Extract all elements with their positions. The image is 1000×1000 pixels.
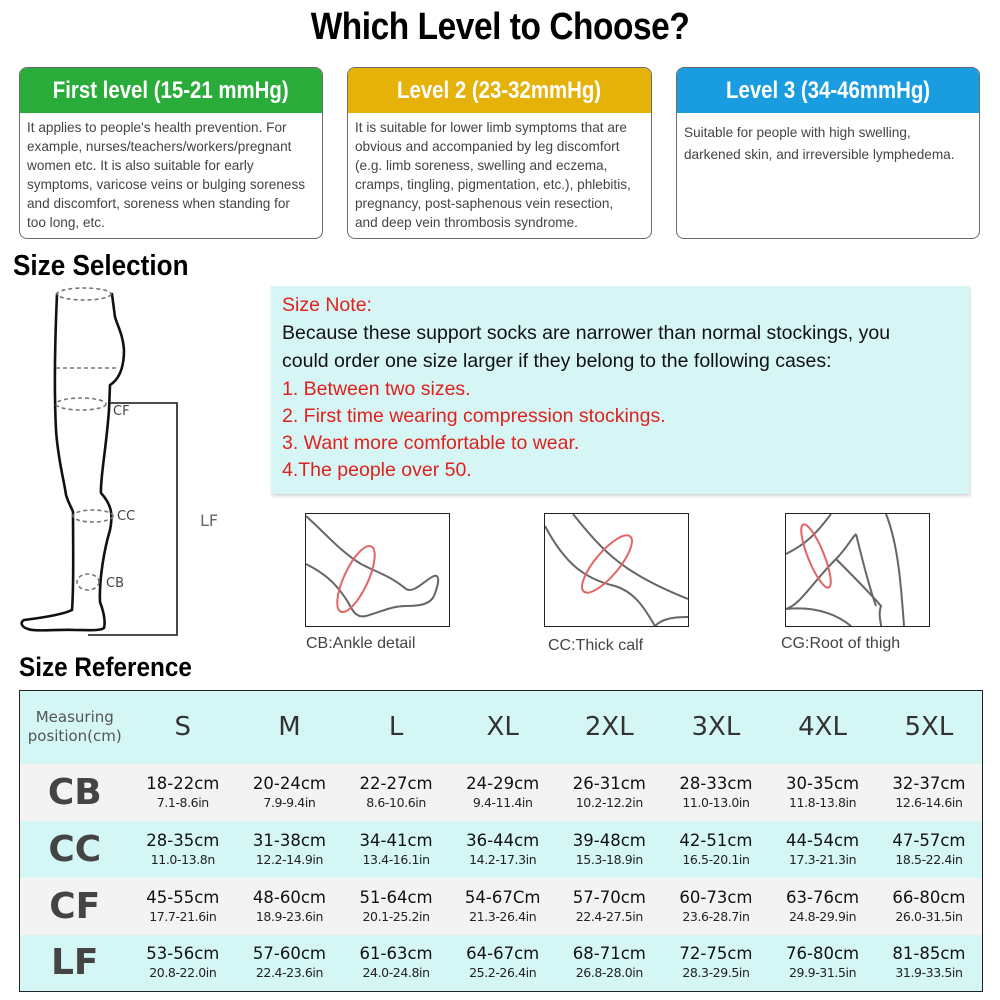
size-header-xl: XL (486, 712, 519, 743)
level-card-1 (19, 67, 323, 239)
table-row-cf (20, 878, 983, 935)
page-title: Which Level to Choose? (310, 6, 690, 48)
cm-value: 48-60cm (252, 887, 326, 907)
calf-illustration-icon (545, 514, 688, 626)
thigh-detail-image (785, 513, 930, 627)
size-header-2xl: 2XL (584, 712, 634, 743)
cm-value: 57-70cm (572, 887, 646, 907)
row-key: CC (48, 828, 102, 870)
cm-value: 63-76cm (786, 887, 860, 907)
table-cell (130, 821, 237, 878)
in-value: 13.4-16.1in (362, 851, 430, 867)
in-value: 23.6-28.7in (682, 908, 750, 924)
cm-value: 26-31cm (572, 773, 646, 793)
header-label-line: Measuring (35, 708, 114, 727)
size-note-intro-1: Because these support socks are narrower than normal stockings, you (282, 322, 891, 344)
level-card-2 (347, 67, 652, 239)
measuring-position-header (20, 691, 130, 764)
cm-value: 30-35cm (786, 773, 860, 793)
table-header-row (20, 691, 983, 764)
size-note-intro-2: could order one size larger if they belong to the following cases: (282, 350, 832, 372)
size-header-5xl: 5XL (904, 712, 954, 743)
in-value: 26.0-31.5in (895, 908, 963, 924)
table-cell (876, 878, 983, 935)
ankle-detail-image (305, 513, 450, 627)
cm-value: 76-80cm (786, 944, 860, 964)
level-2-line: pregnancy, post-saphenous vein resection, (355, 196, 614, 211)
in-value: 18.5-22.4in (895, 851, 963, 867)
level-1-line: and discomfort, soreness when standing for (27, 196, 290, 211)
in-value: 31.9-33.5in (895, 965, 963, 981)
table-row-cb (20, 764, 983, 821)
row-key: CF (49, 885, 101, 927)
in-value: 11.0-13.0in (682, 794, 750, 810)
in-value: 12.6-14.6in (895, 794, 963, 810)
table-cell (130, 764, 237, 821)
size-reference-table (19, 690, 983, 992)
in-value: 22.4-23.6in (255, 965, 324, 981)
cm-value: 47-57cm (892, 830, 966, 850)
cm-value: 72-75cm (679, 944, 753, 964)
level-3-heading-text: Level 3 (34-46mmHg) (725, 76, 931, 104)
cm-value: 42-51cm (679, 830, 753, 850)
level-2-line: and deep vein thrombosis syndrome. (355, 215, 578, 230)
table-cell (556, 935, 663, 992)
level-2-line: cramps, tingling, pigmentation, etc.), phlebitis, (355, 177, 631, 192)
in-value: 10.2-12.2in (575, 794, 643, 810)
in-value: 20.8-22.0in (149, 965, 217, 981)
table-cell (556, 878, 663, 935)
cm-value: 39-48cm (572, 830, 646, 850)
cm-value: 18-22cm (146, 773, 220, 793)
table-cell (449, 821, 556, 878)
size-header-l: L (388, 712, 404, 743)
table-cell (769, 821, 876, 878)
level-1-line: example, nurses/teachers/workers/pregnant (27, 139, 292, 154)
level-2-heading-text: Level 2 (23-32mmHg) (397, 76, 602, 104)
cm-value: 32-37cm (892, 773, 966, 793)
in-value: 24.8-29.9in (788, 908, 857, 924)
level-1-line: women etc. It is also suitable for early (27, 158, 254, 173)
table-cell (663, 935, 770, 992)
thigh-detail-caption: CG:Root of thigh (781, 635, 901, 652)
cm-value: 61-63cm (359, 944, 433, 964)
level-1-description (20, 113, 322, 232)
table-cell (876, 764, 983, 821)
level-2-line: obvious and accompanied by leg discomfort (355, 139, 620, 154)
calf-detail-caption: CC:Thick calf (548, 637, 644, 654)
in-value: 7.9-9.4in (263, 794, 316, 810)
size-note-case-1: 1. Between two sizes. (282, 378, 471, 400)
in-value: 8.6-10.6in (366, 794, 426, 810)
table-cell (343, 764, 450, 821)
table-cell (769, 764, 876, 821)
size-header-4xl: 4XL (798, 712, 847, 743)
in-value: 26.8-28.0in (575, 965, 643, 981)
cm-value: 66-80cm (892, 887, 966, 907)
size-note-case-3: 3. Want more comfortable to wear. (282, 432, 580, 454)
table-cell (130, 878, 237, 935)
level-card-3 (676, 67, 980, 239)
table-cell (449, 764, 556, 821)
leg-diagram (0, 280, 260, 640)
ankle-detail-caption: CB:Ankle detail (306, 635, 416, 652)
size-note-box (271, 286, 969, 494)
table-cell (236, 935, 343, 992)
label-cf: CF (113, 404, 130, 419)
level-2-description (348, 113, 651, 232)
cm-value: 64-67cm (466, 944, 540, 964)
table-cell (769, 935, 876, 992)
table-cell (663, 764, 770, 821)
in-value: 17.7-21.6in (149, 908, 217, 924)
cm-value: 28-35cm (146, 830, 220, 850)
header-label-line: position(cm) (27, 727, 122, 746)
in-value: 24.0-24.8in (362, 965, 430, 981)
level-1-heading-text: First level (15-21 mmHg) (53, 76, 289, 104)
level-3-heading (677, 68, 979, 113)
size-selection-title: Size Selection (13, 250, 189, 282)
calf-detail-image (544, 513, 689, 627)
table-cell (769, 878, 876, 935)
table-cell (663, 821, 770, 878)
in-value: 11.0-13.8n (150, 851, 215, 867)
in-value: 25.2-26.4in (469, 965, 537, 981)
level-2-line: (e.g. limb soreness, swelling and eczema, (355, 158, 608, 173)
cm-value: 45-55cm (146, 887, 220, 907)
table-cell (449, 878, 556, 935)
level-3-line: darkened skin, and irreversible lymphedema. (684, 147, 955, 162)
table-cell (130, 935, 237, 992)
in-value: 28.3-29.5in (682, 965, 750, 981)
in-value: 17.3-21.3in (788, 851, 857, 867)
cm-value: 60-73cm (679, 887, 753, 907)
row-key: CB (47, 771, 102, 813)
size-note-case-2: 2. First time wearing compression stockings. (282, 405, 666, 427)
table-cell (343, 821, 450, 878)
in-value: 16.5-20.1in (682, 851, 750, 867)
size-header-m: M (278, 712, 301, 743)
size-header-s: S (174, 712, 192, 743)
in-value: 14.2-17.3in (469, 851, 537, 867)
table-cell (556, 764, 663, 821)
in-value: 9.4-11.4in (472, 794, 533, 810)
thigh-illustration-icon (786, 514, 929, 626)
cm-value: 31-38cm (252, 830, 326, 850)
table-row-cc (20, 821, 983, 878)
in-value: 11.8-13.8in (788, 794, 857, 810)
cm-value: 81-85cm (892, 944, 966, 964)
table-cell (449, 935, 556, 992)
table-cell (236, 764, 343, 821)
size-header-3xl: 3XL (691, 712, 741, 743)
level-1-line: symptoms, varicose veins or bulging soreness (27, 177, 306, 192)
level-3-line: Suitable for people with high swelling, (684, 125, 911, 140)
ankle-illustration-icon (306, 514, 449, 626)
level-2-line: It is suitable for lower limb symptoms that are (355, 120, 627, 135)
cm-value: 57-60cm (252, 944, 326, 964)
table-cell (876, 935, 983, 992)
table-cell (663, 878, 770, 935)
table-cell (343, 935, 450, 992)
level-1-line: too long, etc. (27, 215, 105, 230)
table-cell (556, 821, 663, 878)
in-value: 15.3-18.9in (575, 851, 643, 867)
level-2-heading (348, 68, 651, 113)
table-cell (876, 821, 983, 878)
cm-value: 22-27cm (359, 773, 433, 793)
cm-value: 54-67Cm (464, 887, 541, 907)
in-value: 21.3-26.4in (469, 908, 537, 924)
in-value: 7.1-8.6in (156, 794, 209, 810)
row-key: LF (50, 942, 99, 984)
cm-value: 51-64cm (359, 887, 433, 907)
level-3-description (677, 113, 979, 166)
table-row-lf (20, 935, 983, 992)
leg-outline-icon (0, 280, 260, 640)
cm-value: 20-24cm (252, 773, 326, 793)
label-lf: LF (200, 511, 219, 530)
label-cb: CB (106, 576, 124, 591)
cm-value: 36-44cm (466, 830, 540, 850)
cm-value: 28-33cm (679, 773, 753, 793)
table-cell (343, 878, 450, 935)
size-note-case-4: 4.The people over 50. (282, 459, 472, 481)
table-cell (236, 821, 343, 878)
in-value: 12.2-14.9in (255, 851, 324, 867)
size-note-heading: Size Note: (282, 294, 372, 316)
cm-value: 44-54cm (786, 830, 860, 850)
level-1-heading (20, 68, 322, 113)
label-cc: CC (117, 509, 136, 524)
in-value: 29.9-31.5in (788, 965, 857, 981)
table-cell (236, 878, 343, 935)
level-1-line: It applies to people's health prevention. For (27, 120, 287, 135)
size-reference-title: Size Reference (19, 652, 192, 682)
in-value: 22.4-27.5in (575, 908, 643, 924)
cm-value: 24-29cm (466, 773, 540, 793)
in-value: 20.1-25.2in (362, 908, 430, 924)
cm-value: 68-71cm (572, 944, 646, 964)
in-value: 18.9-23.6in (255, 908, 324, 924)
cm-value: 34-41cm (359, 830, 433, 850)
cm-value: 53-56cm (146, 944, 220, 964)
